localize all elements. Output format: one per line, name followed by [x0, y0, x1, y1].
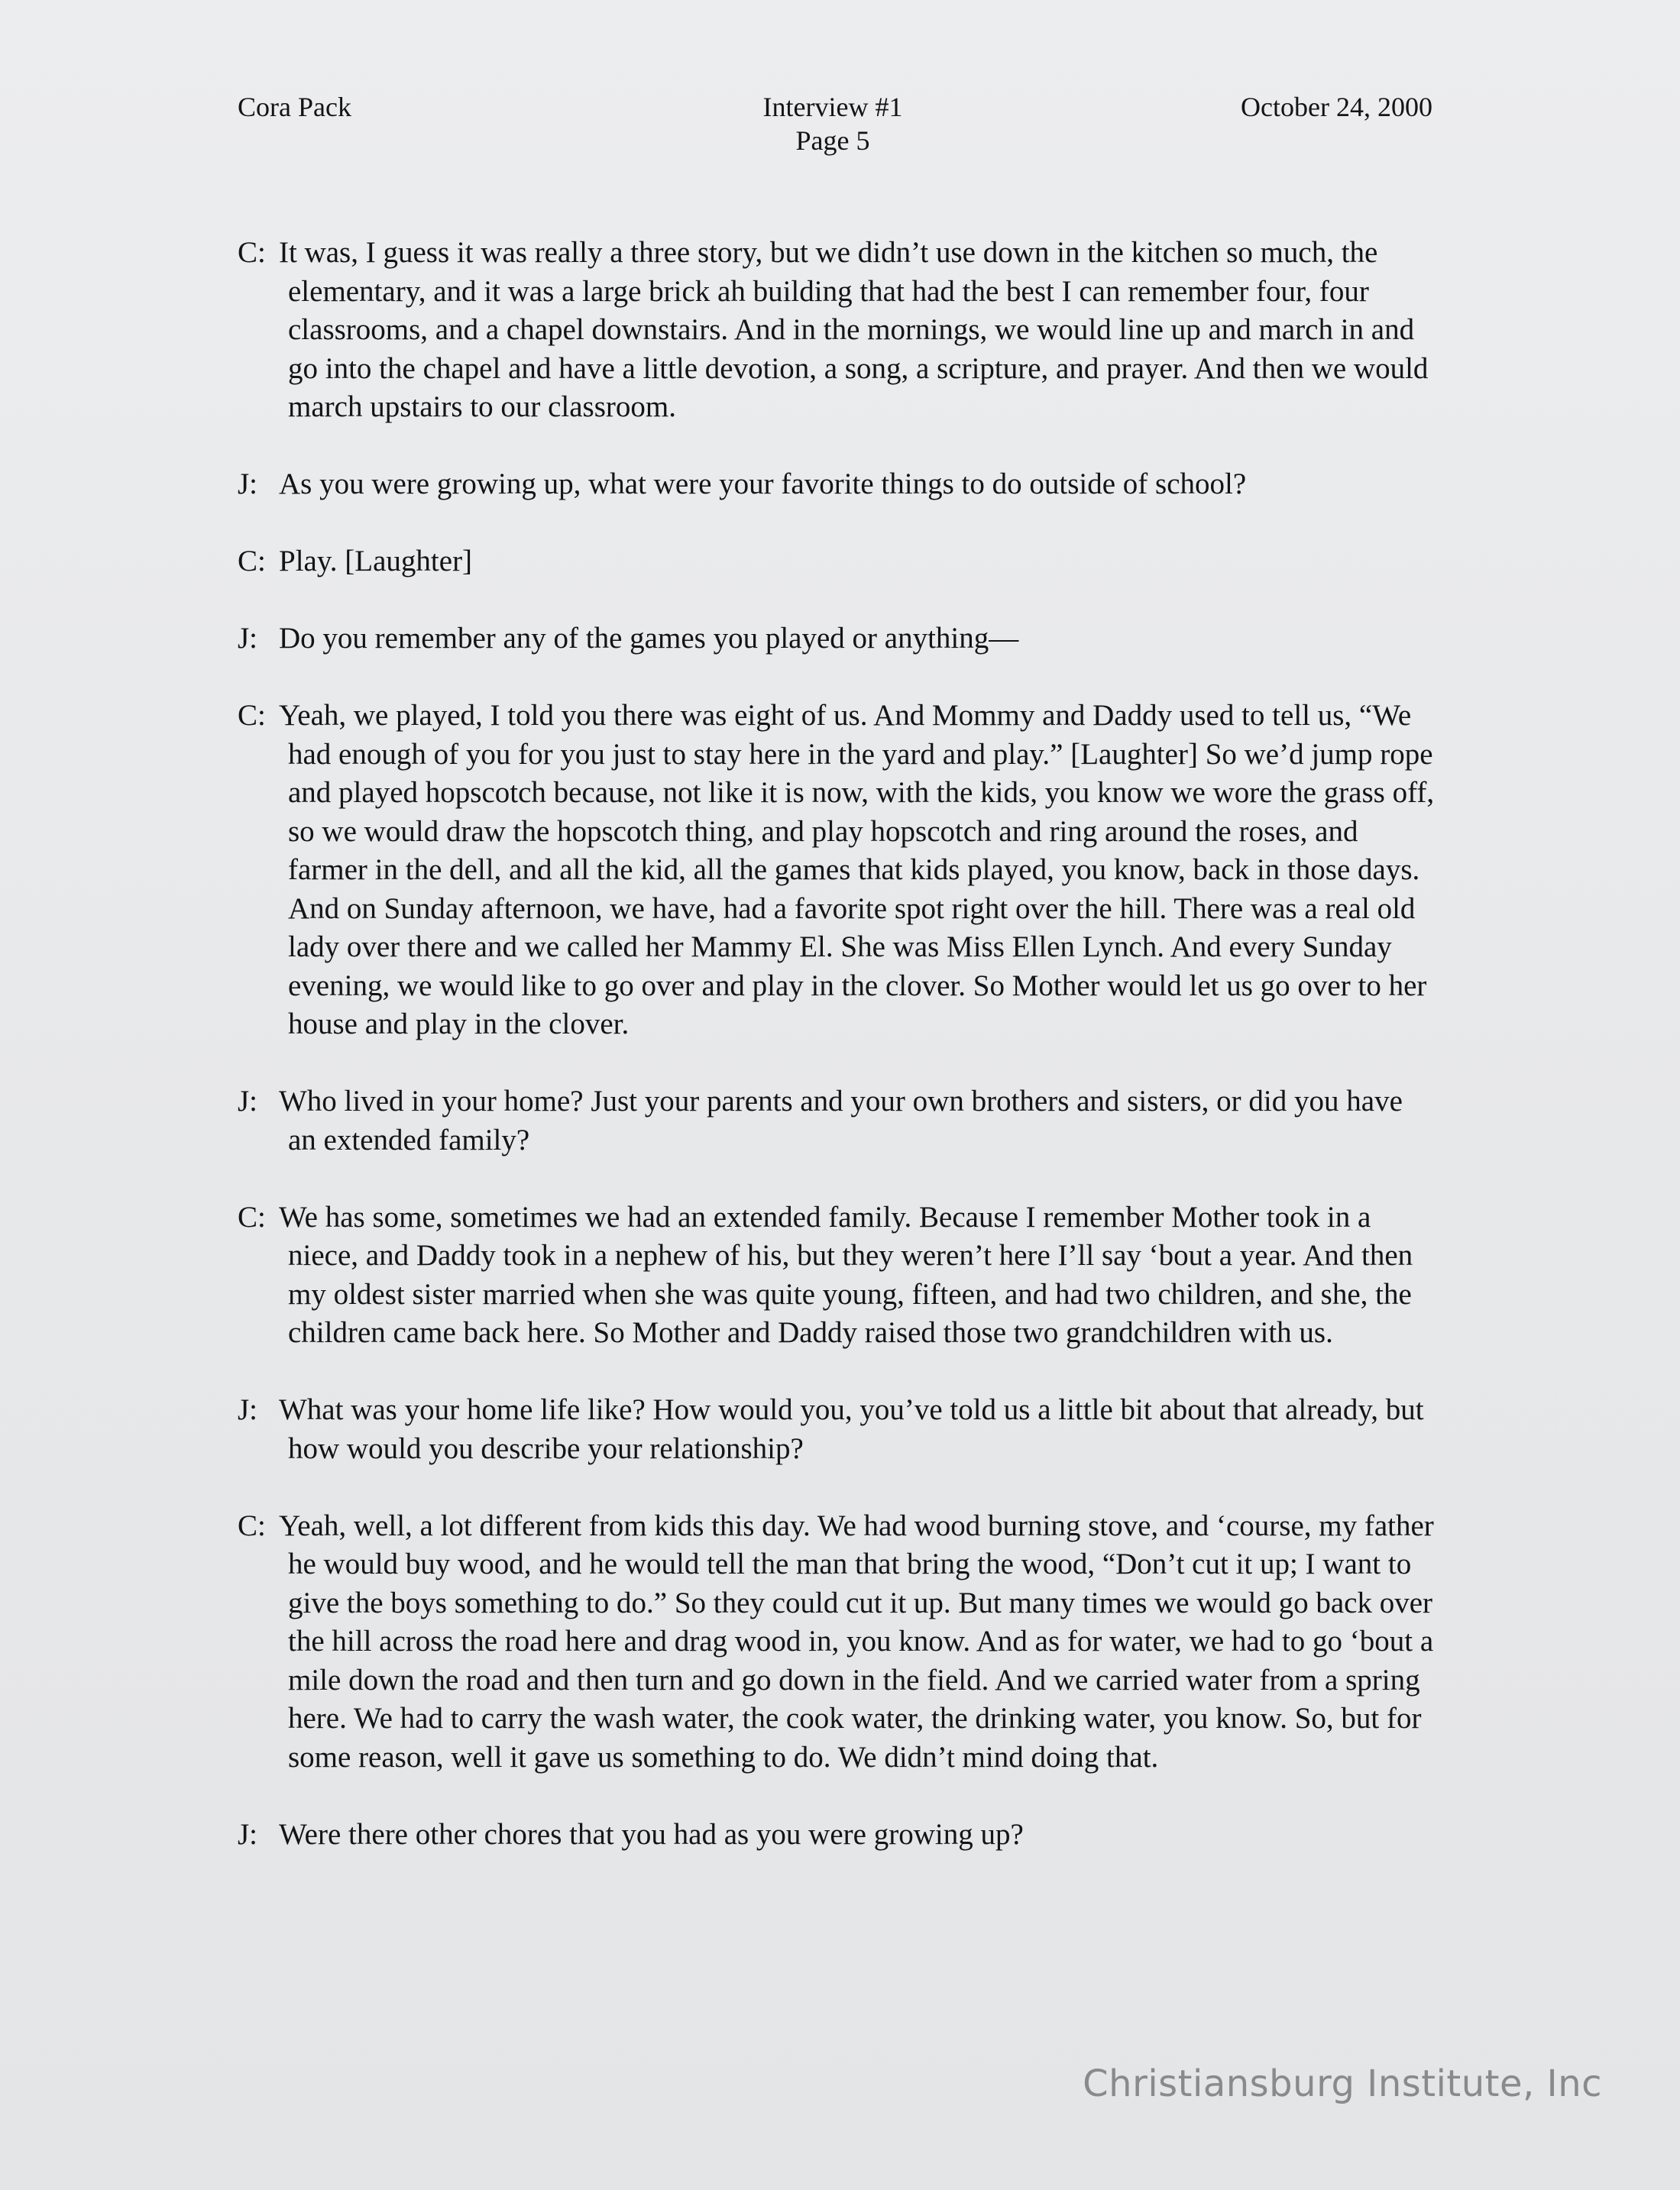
- entry-text: Who lived in your home? Just your parents and your own brothers and sisters, or did you have an extended family?: [279, 1085, 1403, 1156]
- entry-text: Were there other chores that you had as you were growing up?: [279, 1817, 1024, 1851]
- page-header: [0, 90, 1680, 167]
- transcript-entry: [238, 1082, 1437, 1160]
- transcript-entry: [238, 1199, 1437, 1353]
- speaker-label: C:: [238, 699, 266, 732]
- speaker-label: J:: [238, 1817, 258, 1851]
- entry-text: It was, I guess it was really a three story, but we didn’t use down in the kitchen so much, the elementary, and it was a large brick ah building that had the best I can remember four, four classrooms, and a chapel downstairs. And in the mornings, we would line up and march in and go into the chapel and have a little devotion, a song, a scripture, and prayer. And then we would march upstairs to our classroom.: [279, 236, 1429, 423]
- transcript-entry: [238, 234, 1437, 427]
- header-interview-number: Interview #1: [762, 92, 903, 122]
- speaker-label: C:: [238, 236, 266, 269]
- header-date: October 24, 2000: [1241, 92, 1432, 122]
- watermark: Christiansburg Institute, Inc: [1083, 2062, 1602, 2105]
- speaker-label: C:: [238, 1509, 266, 1542]
- transcript-entry: [238, 697, 1437, 1044]
- entry-text: Yeah, well, a lot different from kids this day. We had wood burning stove, and ‘course, my father he would buy wood, and he would tell the man that bring the wood, “Don’t cut it up; I want to give the boys something to do.” So they could cut it up. But many times we would go back over the hill across the road here and drag wood in, you know. And as for water, we had to go ‘bout a mile down the road and then turn and go down in the field. And we carried water from a spring here. We had to carry the wash water, the cook water, the drinking water, you know. So, but for some reason, well it gave us something to do. We didn’t mind doing that.: [279, 1509, 1434, 1774]
- transcript-entry: [238, 1507, 1437, 1778]
- header-page-number: Page 5: [795, 125, 870, 156]
- transcript-entry: [238, 1391, 1437, 1468]
- transcript-entry: [238, 542, 1437, 581]
- entry-text: Play. [Laughter]: [279, 545, 473, 577]
- transcript-entry: [238, 619, 1437, 658]
- speaker-label: J:: [238, 467, 258, 500]
- speaker-label: J:: [238, 622, 258, 655]
- transcript-body: [238, 234, 1437, 1893]
- speaker-label: J:: [238, 1393, 258, 1426]
- speaker-label: C:: [238, 545, 266, 577]
- speaker-label: C:: [238, 1200, 266, 1234]
- entry-text: Do you remember any of the games you played or anything—: [279, 622, 1019, 655]
- entry-text: Yeah, we played, I told you there was eight of us. And Mommy and Daddy used to tell us, “We had enough of you for you just to stay here in the yard and play.” [Laughter] So we’d jump rope and played hopscotch because, not like it is now, with the kids, you know we wore the grass off, so we would draw the hopscotch thing, and play hopscotch and ring around the roses, and farmer in the dell, and all the kid, all the games that kids played, you know, back in those days. And on Sunday afternoon, we have, had a favorite spot right over the hill. There was a real old lady over there and we called her Mammy El. She was Miss Ellen Lynch. And every Sunday evening, we would like to go over and play in the clover. So Mother would let us go over to her house and play in the clover.: [279, 699, 1435, 1040]
- transcript-entry: [238, 465, 1437, 504]
- entry-text: We has some, sometimes we had an extended family. Because I remember Mother took in a niece, and Daddy took in a nephew of his, but they weren’t here I’ll say ‘bout a year. And then my oldest sister married when she was quite young, fifteen, and had two children, and she, the children came back here. So Mother and Daddy raised those two grandchildren with us.: [279, 1200, 1413, 1349]
- entry-text: What was your home life like? How would you, you’ve told us a little bit about that already, but how would you describe your relationship?: [279, 1393, 1424, 1465]
- speaker-label: J:: [238, 1085, 258, 1118]
- transcript-entry: [238, 1816, 1437, 1855]
- entry-text: As you were growing up, what were your favorite things to do outside of school?: [279, 467, 1247, 500]
- header-interviewee: Cora Pack: [238, 92, 351, 122]
